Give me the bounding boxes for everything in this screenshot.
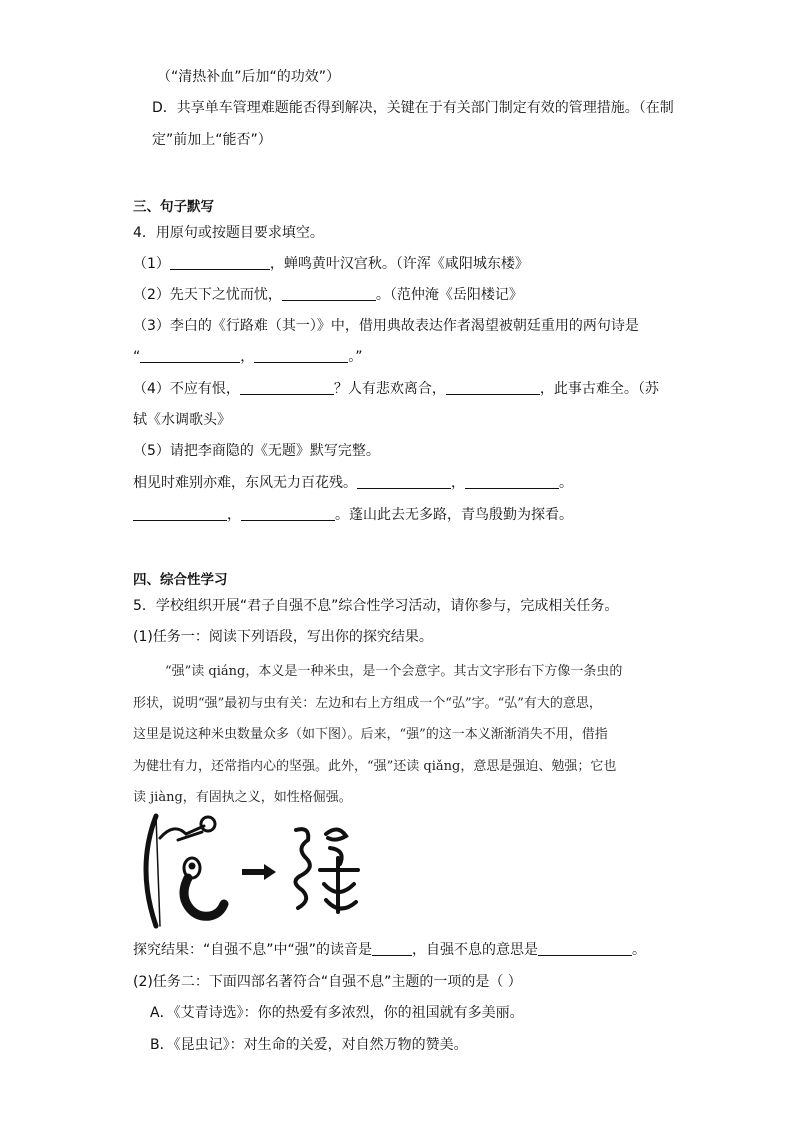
q4-stem: 4．用原句或按题目要求填空。 xyxy=(133,225,324,241)
poem-line: 。蓬山此去无多路，青鸟殷勤为探看。 xyxy=(335,507,573,523)
answer-blank[interactable] xyxy=(133,505,227,521)
passage-line: 读 jiàng，有固执之义，如性格倔强。 xyxy=(133,790,352,805)
q4-item4-line1 xyxy=(133,379,659,399)
answer-blank[interactable] xyxy=(282,285,376,301)
character-evolution-figure xyxy=(134,808,374,932)
answer-blank[interactable] xyxy=(240,379,334,395)
quote-close: 。” xyxy=(348,349,363,365)
result-text: 探究结果：“自强不息”中“强”的读音是 xyxy=(133,942,373,958)
option-d-line1: D．共享单车管理难题能否得到解决，关键在于有关部门制定有效的管理措施。（在制 xyxy=(152,100,674,116)
section3-heading: 三、句子默写 xyxy=(133,199,214,215)
bow-and-worm-illustration xyxy=(146,816,224,926)
quote-open: “ xyxy=(133,349,141,365)
q5-stem: 5．学校组织开展“君子自强不息”综合性学习活动，请你参与，完成相关任务。 xyxy=(133,598,619,614)
passage-line: 为健壮有力，还常指内心的坚强。此外，“强”还读 qiǎng，意思是强迫、勉强；它也 xyxy=(133,759,617,774)
item2-text: （2）先天下之忧而忧， xyxy=(133,287,282,303)
option-b[interactable]: B．《昆虫记》：对生命的关爱，对自然万物的赞美。 xyxy=(150,1037,468,1053)
section4-heading: 四、综合性学习 xyxy=(133,572,228,588)
answer-blank[interactable] xyxy=(465,473,559,489)
answer-blank[interactable] xyxy=(140,347,240,363)
result-text: ，自强不息的意思是 xyxy=(412,942,539,958)
option-d-line2: 定”前加上“能否”） xyxy=(152,132,272,148)
answer-blank[interactable] xyxy=(446,379,540,395)
q4-item3-line1: （3）李白的《行路难（其一）》中，借用典故表达作者渴望被朝廷重用的两句诗是 xyxy=(133,318,639,334)
continuation-note: （“清热补血”后加“的功效”） xyxy=(157,69,341,85)
item4-mid: ？人有悲欢离合， xyxy=(333,381,446,397)
q4-item4-line2: 轼《水调歌头》 xyxy=(133,412,231,428)
passage-line: “强”读 qiáng，本义是一种米虫，是一个会意字。其古文字形右下方像一条虫的 xyxy=(165,664,623,679)
answer-blank[interactable] xyxy=(241,505,335,521)
option-a[interactable]: A．《艾青诗选》：你的热爱有多浓烈，你的祖国就有多美丽。 xyxy=(150,1005,524,1021)
passage-line: 这里是说这种米虫数量众多（如下图）。后来，“强”的这一本义渐渐消失不用，借指 xyxy=(133,727,608,742)
task2-label: (2)任务二：下面四部名著符合“自强不息”主题的一项的是（ ） xyxy=(133,974,522,990)
item1-text: ，蝉鸣黄叶汉宫秋。（许浑《咸阳城东楼》 xyxy=(269,256,529,272)
answer-blank[interactable] xyxy=(170,254,270,270)
answer-blank[interactable] xyxy=(254,347,348,363)
passage-line: 形状，说明“强”最初与虫有关：左边和右上方组成一个“弘”字。“弘”有大的意思， xyxy=(133,696,602,711)
item2-source: 。（范仲淹《岳阳楼记》 xyxy=(375,287,523,303)
task1-label: (1)任务一：阅读下列语段，写出你的探究结果。 xyxy=(133,629,433,645)
comma: ， xyxy=(240,349,255,365)
period: 。 xyxy=(632,942,647,958)
q4-item1 xyxy=(133,254,529,274)
arrow-icon xyxy=(242,864,276,880)
item4-text: （4）不应有恨， xyxy=(133,381,240,397)
answer-blank[interactable] xyxy=(357,473,451,489)
item1-label: （1） xyxy=(133,256,170,272)
comma: ， xyxy=(451,475,465,491)
answer-blank[interactable] xyxy=(372,940,412,956)
q4-item5-line2 xyxy=(133,505,573,525)
seal-script-character xyxy=(295,829,358,912)
period: 。 xyxy=(559,475,573,491)
q4-item5-line1 xyxy=(133,473,573,493)
result-line xyxy=(133,940,646,960)
item4-post: ，此事古难全。（苏 xyxy=(539,381,659,397)
answer-blank[interactable] xyxy=(538,940,632,956)
q4-item2 xyxy=(133,285,523,305)
q4-item3-line2 xyxy=(133,347,363,367)
comma: ， xyxy=(227,507,241,523)
poem-line: 相见时难别亦难，东风无力百花残。 xyxy=(133,475,357,491)
q4-item5-stem: （5）请把李商隐的《无题》默写完整。 xyxy=(133,443,380,459)
